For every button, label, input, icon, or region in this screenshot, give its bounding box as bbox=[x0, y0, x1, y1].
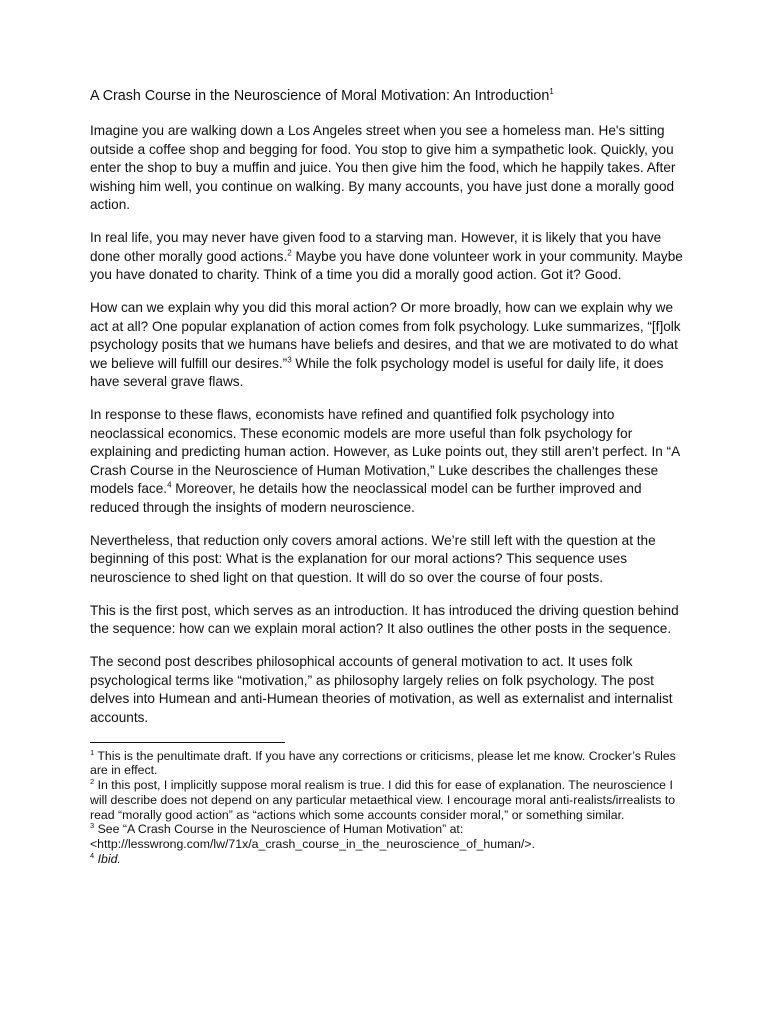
footnote-ref-4: 4 bbox=[167, 480, 172, 490]
footnote-ref-3: 3 bbox=[287, 354, 292, 364]
paragraph-1: Imagine you are walking down a Los Angeles street when you see a homeless man. He's sitting outside a coffee shop and begging for food. You stop to give him a sympathetic look. Quickly, you enter the shop to buy a muffin and juice. You then give him the food, which he happily takes. After wishing him well, you continue on walking. By many accounts, you have just done a morally good action. bbox=[90, 123, 676, 212]
footnote-text: Ibid. bbox=[97, 852, 121, 867]
footnote-text: This is the penultimate draft. If you have any corrections or criticisms, please let me know. Crocker’s Rules are in effect. bbox=[90, 748, 676, 778]
paragraph-2-text-a: In real life, you may never have given food to a starving man. However, it is likely that you have done other morally good actions. bbox=[90, 230, 662, 264]
paragraph-3 bbox=[90, 299, 690, 392]
document-title bbox=[90, 86, 690, 106]
footnote-number: 2 bbox=[90, 777, 95, 786]
footnote-number: 1 bbox=[90, 747, 95, 757]
paragraph-5: Nevertheless, that reduction only covers amoral actions. We’re still left with the question at the beginning of this post: What is the explanation for our moral actions? This sequence uses neuroscience to shed light on that question. It will do so over the course of four posts. bbox=[90, 532, 656, 585]
footnote-2 bbox=[90, 778, 690, 822]
footnote-text: In this post, I implicitly suppose moral realism is true. I did this for ease of explanation. The neuroscience I will describe does not depend on any particular metaethical view. I encourage moral anti-realists/irrealists to read “morally good action” as “actions which some accounts consider moral,” or something similar. bbox=[90, 778, 676, 822]
footnote-ref-2: 2 bbox=[287, 247, 292, 257]
paragraph-2 bbox=[90, 229, 690, 285]
document-title-text: A Crash Course in the Neuroscience of Moral Motivation: An Introduction bbox=[90, 88, 550, 104]
paragraph-4-text-b: Moreover, he details how the neoclassical model can be further improved and reduced through the insights of modern neuroscience. bbox=[90, 481, 642, 515]
paragraph-4-text-a: In response to these flaws, economists have refined and quantified folk psychology into neoclassical economics. These economic models are more useful than folk psychology for explaining and predicting human action. However, as Luke points out, they still aren’t perfect. In “A Crash Course in the Neuroscience of Human Motivation,” Luke describes the challenges these models face. bbox=[90, 407, 680, 496]
footnote-3 bbox=[90, 822, 690, 852]
paragraph-6: This is the first post, which serves as an introduction. It has introduced the driving question behind the sequence: how can we explain moral action? It also outlines the other posts in the sequence. bbox=[90, 602, 679, 636]
paragraph-3-text-a: How can we explain why you did this moral action? Or more broadly, how can we explain why we act at all? One popular explanation of action comes from folk psychology. Luke summarizes, “[f]olk psychology posits that we humans have beliefs and desires, and that we are motivated to do what we believe will fulfill our desires.” bbox=[90, 300, 681, 371]
paragraph-3-text-b: While the folk psychology model is useful for daily life, it does have several grave flaws. bbox=[90, 355, 664, 389]
paragraph-2-text-b: Maybe you have done volunteer work in your community. Maybe you have donated to charity. Think of a time you did a morally good action. Got it? Good. bbox=[90, 248, 683, 282]
footnote-separator bbox=[90, 742, 285, 743]
paragraph-7: The second post describes philosophical accounts of general motivation to act. It uses folk psychological terms like “motivation,” as philosophy largely relies on folk psychology. The post delves into Humean and anti-Humean theories of motivation, as well as externalist and internalist accounts. bbox=[90, 654, 673, 725]
document-page bbox=[90, 86, 690, 867]
footnote-number: 3 bbox=[90, 821, 95, 831]
footnote-text: See “A Crash Course in the Neuroscience of Human Motivation” at: <http://lesswrong.com/lw/71x/a_crash_course_in_the_neuroscience_of_human/>. bbox=[90, 822, 536, 852]
footnote-ref-1: 1 bbox=[549, 87, 554, 97]
footnote-4 bbox=[90, 852, 690, 867]
footnote-number: 4 bbox=[90, 850, 95, 860]
footnotes bbox=[90, 749, 690, 867]
paragraph-4 bbox=[90, 406, 690, 517]
footnote-1 bbox=[90, 749, 690, 779]
